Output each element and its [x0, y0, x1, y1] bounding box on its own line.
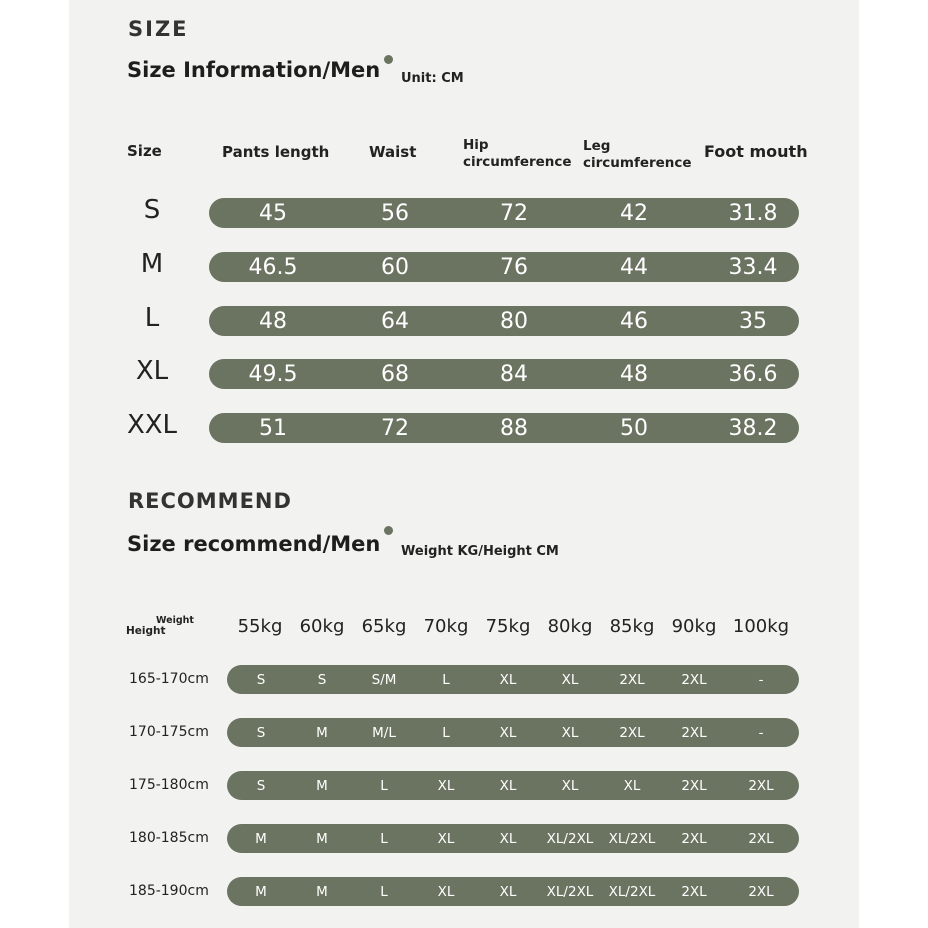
recommend-cell: XL	[499, 724, 517, 741]
size-cell: 72	[500, 200, 528, 226]
size-cell: 64	[381, 308, 409, 334]
recommend-cell: -	[758, 671, 764, 688]
recommend-cell: XL	[437, 830, 455, 847]
size-row	[209, 198, 799, 228]
header-leg-circumference: Leg circumference	[583, 138, 692, 171]
header-foot-mouth: Foot mouth	[704, 142, 808, 161]
recommend-cell: XL	[499, 777, 517, 794]
recommend-cell: XL	[499, 883, 517, 900]
recommend-row	[227, 718, 799, 747]
recommend-cell: XL/2XL	[608, 830, 656, 847]
recommend-cell: 2XL	[619, 671, 645, 688]
weight-header: 80kg	[547, 616, 593, 637]
weight-header: 85kg	[609, 616, 655, 637]
weight-header: 65kg	[361, 616, 407, 637]
size-cell: 84	[500, 361, 528, 387]
size-cell: 46.5	[248, 254, 298, 280]
height-row-label: 165-170cm	[129, 671, 209, 687]
recommend-cell: S	[256, 724, 266, 741]
header-size: Size	[127, 142, 162, 160]
recommend-row	[227, 824, 799, 853]
recommend-cell: 2XL	[681, 777, 707, 794]
recommend-cell: S/M	[371, 671, 397, 688]
recommend-cell: L	[380, 883, 388, 900]
height-row-label: 185-190cm	[129, 883, 209, 899]
size-row-label: XL	[135, 356, 169, 386]
size-cell: 50	[620, 415, 648, 441]
size-row	[209, 359, 799, 389]
size-cell: 38.2	[728, 415, 778, 441]
recommend-cell: L	[380, 777, 388, 794]
size-cell: 33.4	[728, 254, 778, 280]
size-cell: 36.6	[728, 361, 778, 387]
size-cell: 51	[259, 415, 287, 441]
recommend-cell: XL	[561, 777, 579, 794]
size-section-label: SIZE	[128, 17, 189, 41]
recommend-cell: XL/2XL	[546, 883, 594, 900]
corner-height-label: Height	[126, 625, 166, 637]
size-section-title: Size Information/Men	[127, 58, 381, 82]
header-pants-length: Pants length	[222, 143, 330, 161]
recommend-cell: 2XL	[748, 777, 774, 794]
size-cell: 88	[500, 415, 528, 441]
corner-weight-label: Weight	[156, 615, 194, 626]
recommend-cell: M	[316, 830, 328, 847]
size-cell: 45	[259, 200, 287, 226]
recommend-unit-label: Weight KG/Height CM	[401, 544, 559, 559]
bullet-dot	[384, 55, 393, 64]
recommend-cell: XL/2XL	[546, 830, 594, 847]
recommend-row	[227, 771, 799, 800]
height-row-label: 170-175cm	[129, 724, 209, 740]
size-cell: 31.8	[728, 200, 778, 226]
weight-header: 55kg	[237, 616, 283, 637]
size-cell: 56	[381, 200, 409, 226]
weight-header: 90kg	[671, 616, 717, 637]
header-hip-circumference: Hip circumference	[463, 137, 572, 170]
recommend-cell: XL	[437, 777, 455, 794]
recommend-cell: 2XL	[681, 671, 707, 688]
size-row-label: XXL	[126, 410, 178, 440]
weight-header: 60kg	[299, 616, 345, 637]
recommend-cell: XL	[623, 777, 641, 794]
recommend-cell: M/L	[372, 724, 396, 741]
recommend-cell: L	[380, 830, 388, 847]
recommend-cell: XL/2XL	[608, 883, 656, 900]
recommend-cell: S	[317, 671, 327, 688]
size-cell: 42	[620, 200, 648, 226]
size-cell: 48	[259, 308, 287, 334]
recommend-row	[227, 877, 799, 906]
recommend-cell: 2XL	[681, 830, 707, 847]
weight-header: 100kg	[732, 616, 790, 637]
recommend-cell: 2XL	[748, 883, 774, 900]
recommend-cell: XL	[561, 724, 579, 741]
weight-header: 70kg	[423, 616, 469, 637]
weight-header: 75kg	[485, 616, 531, 637]
size-cell: 46	[620, 308, 648, 334]
recommend-cell: 2XL	[619, 724, 645, 741]
size-unit-label: Unit: CM	[401, 71, 464, 86]
size-cell: 60	[381, 254, 409, 280]
recommend-cell: M	[255, 883, 267, 900]
recommend-cell: M	[316, 883, 328, 900]
recommend-cell: XL	[437, 883, 455, 900]
height-row-label: 175-180cm	[129, 777, 209, 793]
size-cell: 48	[620, 361, 648, 387]
recommend-cell: M	[316, 724, 328, 741]
recommend-cell: S	[256, 671, 266, 688]
size-cell: 44	[620, 254, 648, 280]
size-cell: 35	[739, 308, 767, 334]
recommend-cell: 2XL	[681, 883, 707, 900]
recommend-row	[227, 665, 799, 694]
size-row	[209, 306, 799, 336]
recommend-section-label: RECOMMEND	[128, 489, 292, 513]
size-row-label: S	[143, 195, 161, 225]
recommend-cell: XL	[499, 671, 517, 688]
height-row-label: 180-185cm	[129, 830, 209, 846]
recommend-cell: M	[316, 777, 328, 794]
size-cell: 80	[500, 308, 528, 334]
recommend-cell: S	[256, 777, 266, 794]
header-waist: Waist	[369, 143, 417, 161]
size-row	[209, 252, 799, 282]
recommend-cell: 2XL	[748, 830, 774, 847]
size-cell: 68	[381, 361, 409, 387]
size-cell: 76	[500, 254, 528, 280]
recommend-cell: L	[442, 671, 450, 688]
size-row-label: L	[144, 303, 160, 333]
recommend-cell: M	[255, 830, 267, 847]
recommend-cell: -	[758, 724, 764, 741]
recommend-cell: L	[442, 724, 450, 741]
recommend-cell: XL	[561, 671, 579, 688]
bullet-dot	[384, 526, 393, 535]
size-cell: 72	[381, 415, 409, 441]
recommend-cell: XL	[499, 830, 517, 847]
recommend-cell: 2XL	[681, 724, 707, 741]
recommend-section-title: Size recommend/Men	[127, 532, 381, 556]
size-cell: 49.5	[248, 361, 298, 387]
size-row-label: M	[140, 249, 164, 279]
size-row	[209, 413, 799, 443]
